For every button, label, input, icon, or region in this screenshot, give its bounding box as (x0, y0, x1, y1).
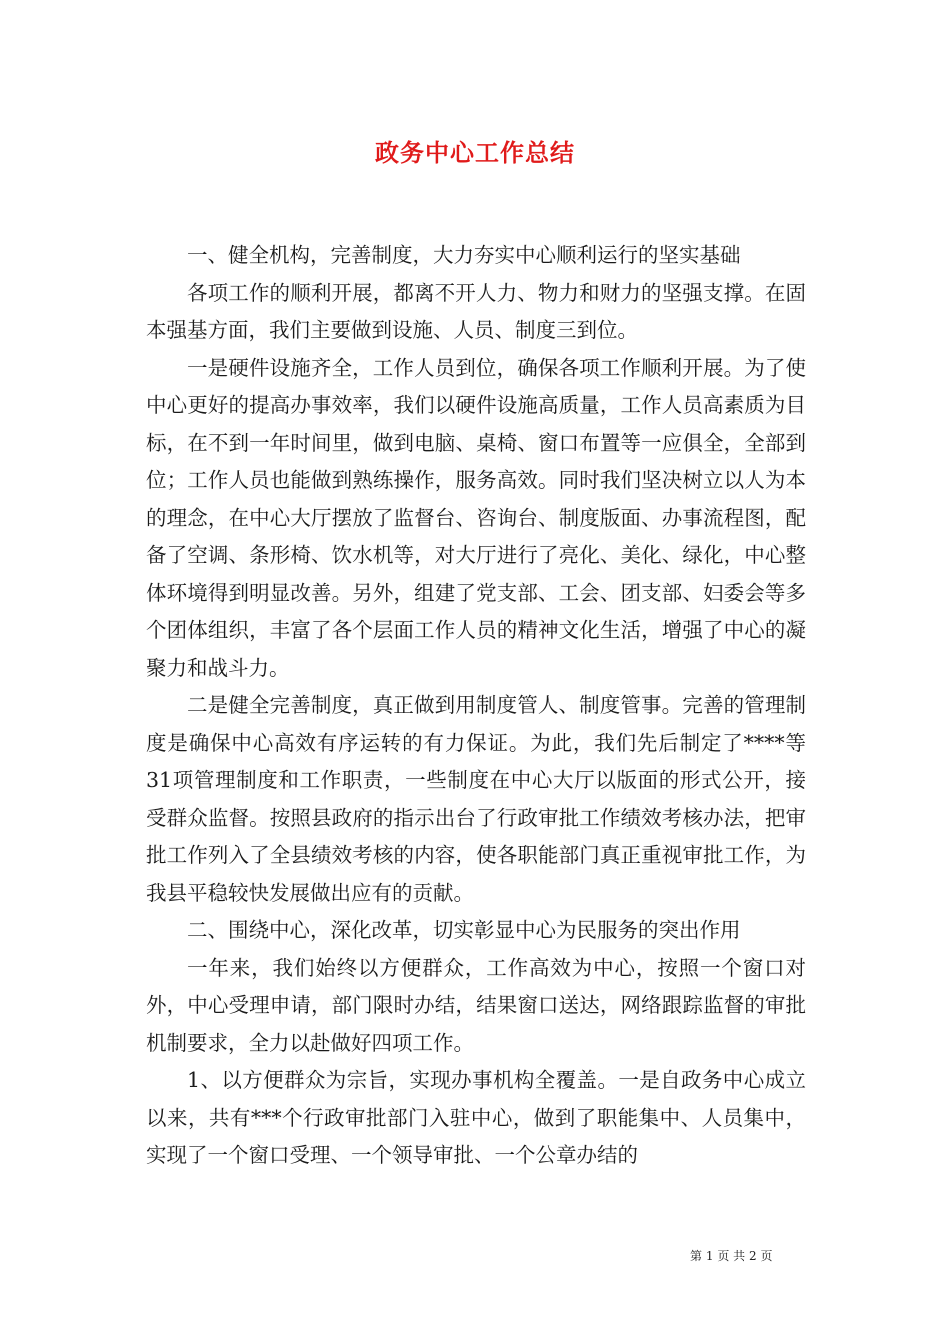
footer-suffix: 页 (760, 1249, 773, 1263)
page-number-footer (690, 1247, 820, 1264)
section-heading-2: 二、围绕中心，深化改革，切实彰显中心为民服务的突出作用 (187, 918, 741, 942)
paragraph: 一年来，我们始终以方便群众，工作高效为中心，按照一个窗口对外，中心受理申请，部门限时办结，结果窗口送达，网络跟踪监督的审批机制要求，全力以赴做好四项工作。 (146, 955, 806, 1055)
paragraph: 一是硬件设施齐全，工作人员到位，确保各项工作顺利开展。为了使中心更好的提高办事效率，我们以硬件设施高质量，工作人员高素质为目标，在不到一年时间里，做到电脑、桌椅、窗口布置等一应俱全，全部到位；工作人员也能做到熟练操作，服务高效。同时我们坚决树立以人为本的理念，在中心大厅摆放了监督台、咨询台、制度版面、办事流程图，配备了空调、条形椅、饮水机等，对大厅进行了亮化、美化、绿化，中心整体环境得到明显改善。另外，组建了党支部、工会、团支部、妇委会等多个团体组织，丰富了各个层面工作人员的精神文化生活，增强了中心的凝聚力和战斗力。 (146, 355, 806, 680)
footer-prefix: 第 (690, 1249, 703, 1263)
current-page-number: 1 (705, 1249, 714, 1263)
total-pages-number: 2 (748, 1249, 757, 1263)
paragraph: 二是健全完善制度，真正做到用制度管人、制度管事。完善的管理制度是确保中心高效有序运转的有力保证。为此，我们先后制定了****等31项管理制度和工作职责，一些制度在中心大厅以版面的形式公开，接受群众监督。按照县政府的指示出台了行政审批工作绩效考核办法，把审批工作列入了全县绩效考核的内容，使各职能部门真正重视审批工作，为我县平稳较快发展做出应有的贡献。 (146, 693, 806, 905)
document-body (146, 237, 806, 1175)
section-heading-1: 一、健全机构，完善制度，大力夯实中心顺利运行的坚实基础 (187, 243, 741, 267)
paragraph: 1、以方便群众为宗旨，实现办事机构全覆盖。一是自政务中心成立以来，共有***个行政审批部门入驻中心，做到了职能集中、人员集中，实现了一个窗口受理、一个领导审批、一个公章办结的 (146, 1068, 806, 1167)
footer-middle: 页 共 (717, 1249, 746, 1263)
page-title: 政务中心工作总结 (375, 139, 575, 167)
paragraph: 各项工作的顺利开展，都离不开人力、物力和财力的坚强支撑。在固本强基方面，我们主要做到设施、人员、制度三到位。 (146, 280, 806, 342)
